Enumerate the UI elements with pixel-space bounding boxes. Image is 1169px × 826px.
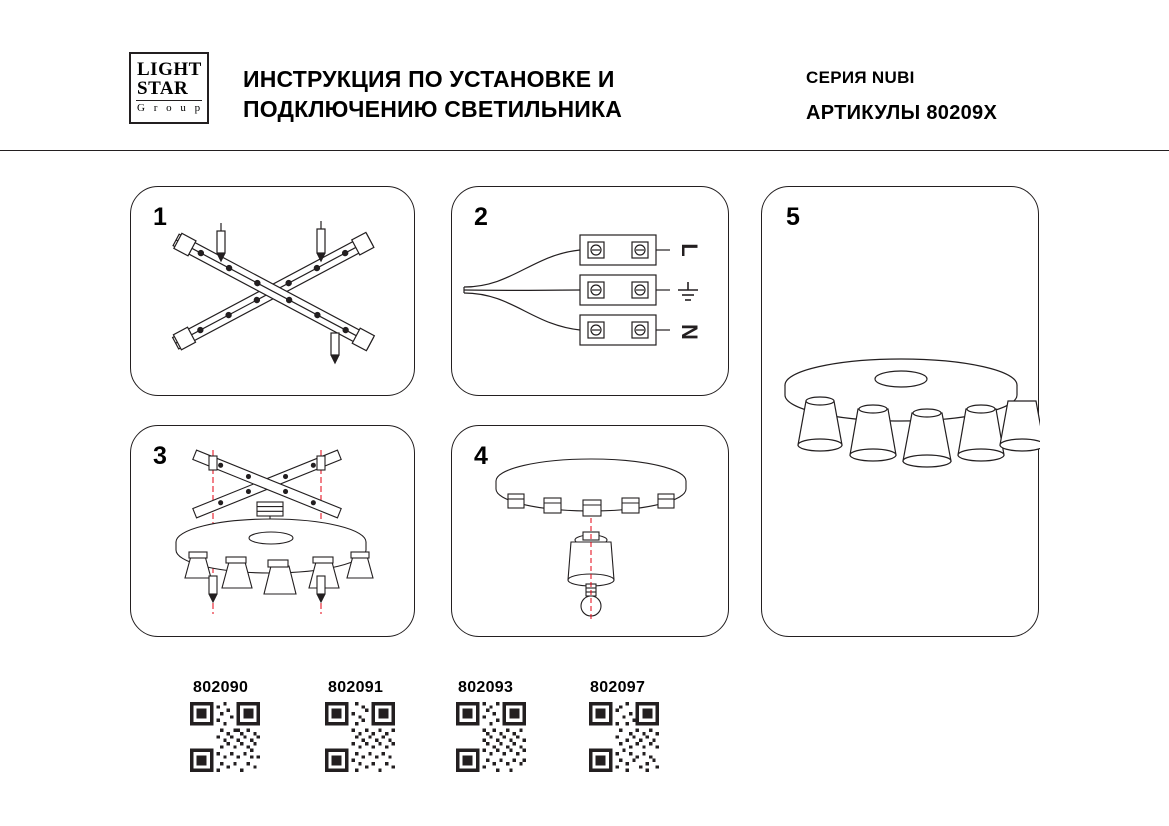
terminal-label-neutral: N — [677, 324, 703, 340]
step-number-5: 5 — [786, 203, 800, 231]
logo-line-1: LIGHT — [137, 59, 202, 80]
logo-line-2: STAR — [137, 78, 189, 99]
step-number-4: 4 — [474, 442, 488, 470]
qr-code-2 — [456, 702, 526, 772]
brand-logo — [129, 52, 209, 124]
qr-code-0 — [190, 702, 260, 772]
article-label: АРТИКУЛЫ 80209X — [806, 102, 998, 124]
qr-code-1 — [325, 702, 395, 772]
header-divider — [0, 150, 1169, 151]
page-header — [0, 0, 1169, 150]
product-code-0: 802090 — [193, 679, 249, 696]
step-2-illustration — [452, 187, 730, 397]
product-code-2: 802093 — [458, 679, 514, 696]
step-panel-5 — [761, 186, 1039, 637]
logo-line-3: G r o u p — [137, 102, 204, 114]
step-panel-3 — [130, 425, 415, 637]
step-5-illustration — [762, 187, 1040, 638]
step-1-illustration — [131, 187, 416, 397]
step-4-illustration — [452, 426, 730, 638]
step-3-illustration — [131, 426, 416, 638]
step-number-1: 1 — [153, 203, 167, 231]
series-label: СЕРИЯ NUBI — [806, 68, 915, 87]
page-title: ИНСТРУКЦИЯ ПО УСТАНОВКЕ И ПОДКЛЮЧЕНИЮ СВЕТИЛЬНИКА — [243, 66, 623, 122]
product-code-3: 802097 — [590, 679, 646, 696]
step-number-3: 3 — [153, 442, 167, 470]
step-panel-1 — [130, 186, 415, 396]
step-number-2: 2 — [474, 203, 488, 231]
terminal-label-live: L — [677, 243, 703, 257]
product-code-1: 802091 — [328, 679, 384, 696]
qr-code-3 — [589, 702, 659, 772]
step-panel-4 — [451, 425, 729, 637]
logo-divider — [136, 100, 202, 101]
step-panel-2 — [451, 186, 729, 396]
